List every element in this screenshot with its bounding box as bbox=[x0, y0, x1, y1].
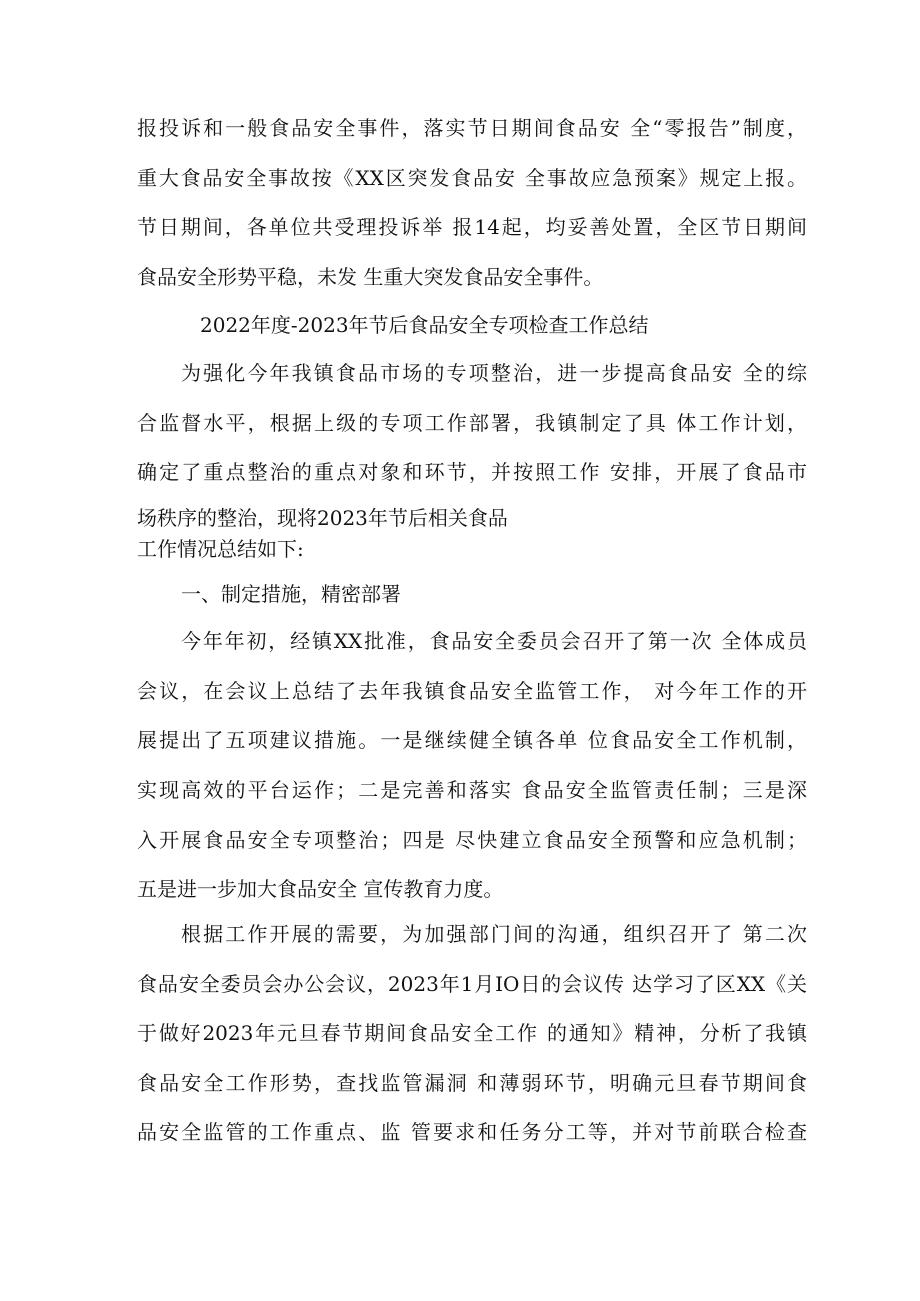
paragraph-line: 为强化今年我镇食品市场的专项整治，进一步提高食品安 全的综 bbox=[181, 361, 807, 385]
paragraph-line: 合监督水平，根据上级的专项工作部署，我镇制定了具 体工作计划， bbox=[137, 411, 807, 435]
paragraph-line: 场秩序的整治，现将2023年节后相关食品 bbox=[137, 506, 508, 530]
paragraph-line: 品安全监管的工作重点、监 管要求和任务分工等，并对节前联合检查 bbox=[137, 1120, 807, 1144]
paragraph-line: 于做好2023年元旦春节期间食品安全工作 的通知》精神，分析了我镇 bbox=[137, 1021, 807, 1045]
paragraph-line: 食品安全委员会办公会议，2023年1月IO日的会议传 达学习了区XX《关 bbox=[137, 972, 807, 996]
paragraph-line: 会议，在会议上总结了去年我镇食品安全监管工作， 对今年工作的开 bbox=[137, 679, 807, 703]
document-title: 2022年度-2023年节后食品安全专项检查工作总结 bbox=[200, 313, 649, 337]
paragraph-line: 食品安全工作形势，查找监管漏洞 和薄弱环节，明确元旦春节期间食 bbox=[137, 1071, 807, 1095]
section-heading: 一、制定措施，精密部署 bbox=[181, 582, 401, 606]
paragraph-line: 五是进一步加大食品安全 宣传教育力度。 bbox=[137, 877, 504, 901]
paragraph-line: 展提出了五项建议措施。一是继续健全镇各单 位食品安全工作机制， bbox=[137, 728, 807, 752]
intro-line: 食品安全形势平稳，未发 生重大突发食品安全事件。 bbox=[137, 265, 604, 289]
intro-line: 节日期间，各单位共受理投诉举 报14起，均妥善处置，全区节日期间 bbox=[137, 215, 807, 239]
paragraph-line: 根据工作开展的需要，为加强部门间的沟通，组织召开了 第二次 bbox=[181, 922, 807, 946]
intro-line: 重大食品安全事故按《XX区突发食品安 全事故应急预案》规定上报。 bbox=[137, 166, 807, 190]
paragraph-line: 今年年初，经镇XX批准，食品安全委员会召开了第一次 全体成员 bbox=[181, 629, 807, 653]
paragraph-line: 入开展食品安全专项整治；四是 尽快建立食品安全预警和应急机制； bbox=[137, 828, 807, 852]
paragraph-line: 工作情况总结如下: bbox=[137, 537, 304, 561]
intro-line: 报投诉和一般食品安全事件，落实节日期间食品安 全“零报告”制度， bbox=[137, 116, 807, 140]
paragraph-line: 确定了重点整治的重点对象和环节，并按照工作 安排，开展了食品市 bbox=[137, 460, 807, 484]
paragraph-line: 实现高效的平台运作；二是完善和落实 食品安全监管责任制；三是深 bbox=[137, 778, 807, 802]
